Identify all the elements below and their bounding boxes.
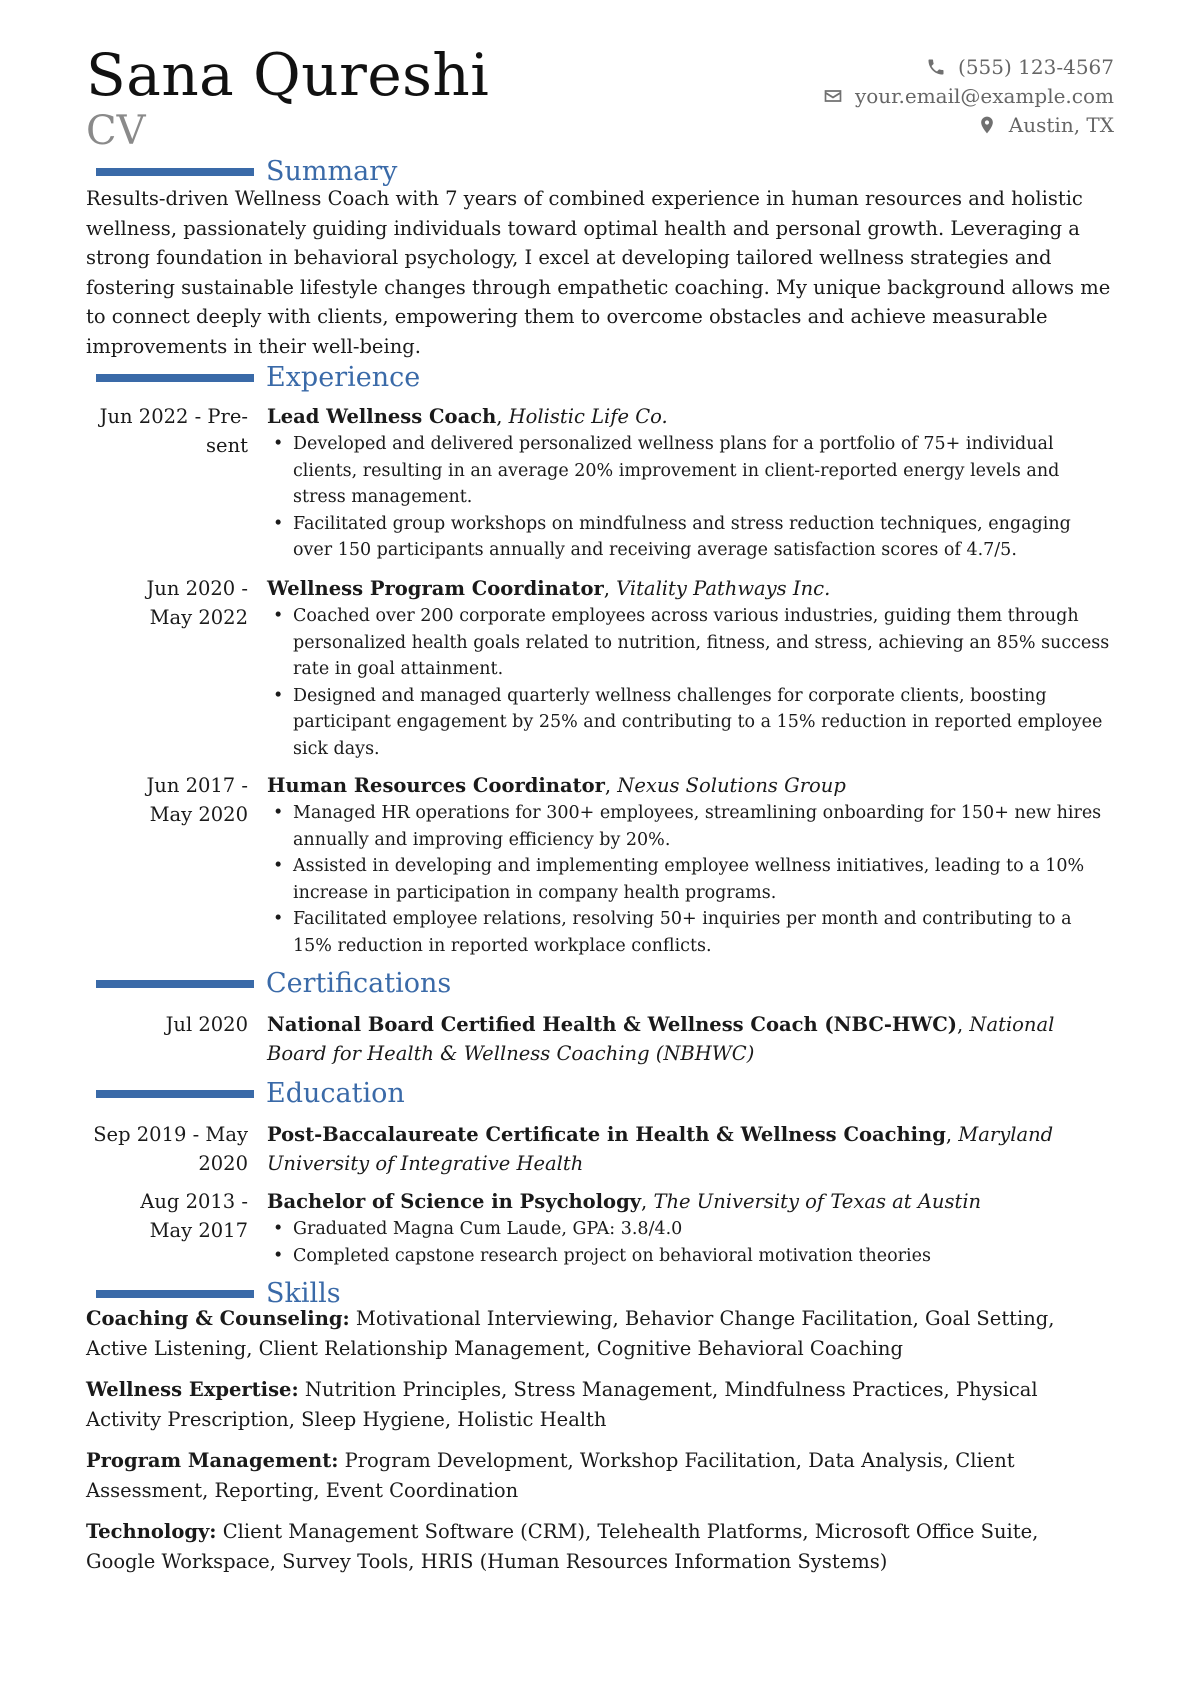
document-label: CV — [86, 108, 146, 154]
date-line: Sep 2019 - May — [93, 1123, 248, 1146]
section-bar — [96, 1290, 254, 1298]
bullet-item: • Graduated Magna Cum Laude, GPA: 3.8/4.0 — [267, 1216, 1112, 1243]
location-text: Austin, TX — [1008, 112, 1114, 137]
entry-headline: National Board Certified Health & Wellness Coach (NBC-HWC), National Board for Health & Wellness Coaching (NBHWC) — [267, 1013, 1055, 1065]
section-title-summary: Summary — [266, 156, 398, 187]
phone-text: (555) 123-4567 — [958, 54, 1114, 79]
envelope-icon — [823, 86, 843, 106]
bullet-list — [267, 1216, 1112, 1269]
bullet-list — [267, 431, 1112, 564]
date-line: Jun 2020 - — [146, 577, 248, 600]
date-line: Jun 2017 - — [146, 774, 248, 797]
issuer: National Board for Health & Wellness Coaching (NBHWC) — [267, 1013, 1055, 1065]
employer: Holistic Life Co. — [508, 405, 668, 428]
job-title: Lead Wellness Coach — [267, 405, 497, 428]
job-title: Human Resources Coordinator — [267, 774, 605, 797]
entry-headline: Bachelor of Science in Psychology, The University of Texas at Austin — [267, 1190, 982, 1213]
employer: Vitality Pathways Inc. — [616, 577, 831, 600]
date-line: Jun 2022 - Pre- — [99, 405, 248, 428]
skill-group-wellness — [86, 1375, 1112, 1434]
bullet-item: • Assisted in developing and implementing employee wellness initiatives, leading to a 10% increase in participation in company health programs. — [267, 853, 1112, 906]
section-certifications — [96, 968, 451, 1000]
section-bar — [96, 374, 254, 382]
summary-paragraph: Results-driven Wellness Coach with 7 years of combined experience in human resources and holistic wellness, passionately guiding individuals toward optimal health and personal growth. Leveraging a strong foundation in behavioral psychology, I excel at developing tailored wellness strategies and fostering sustainable lifestyle changes through empathetic coaching. My unique background allows me to connect deeply with clients, empowering them to overcome obstacles and achieve measurable improvements in their well-being. — [86, 187, 1111, 358]
section-bar — [96, 168, 254, 176]
section-education — [96, 1078, 405, 1110]
skill-items: Motivational Interviewing, Behavior Change Facilitation, Goal Setting, Active Listening, Client Relationship Management, Cognitive Behavioral Coaching — [86, 1307, 1055, 1360]
skill-group-technology — [86, 1517, 1112, 1576]
phone-icon — [926, 57, 946, 77]
entry-headline: Human Resources Coordinator, Nexus Solutions Group — [267, 774, 846, 797]
institution: The University of Texas at Austin — [653, 1190, 982, 1213]
entry-headline: Lead Wellness Coach, Holistic Life Co. — [267, 405, 668, 428]
section-title-education: Education — [266, 1078, 405, 1109]
degree-title: Bachelor of Science in Psychology — [267, 1190, 642, 1213]
date-line: 2020 — [198, 1152, 248, 1175]
section-title-certifications: Certifications — [266, 968, 452, 999]
certification-title: National Board Certified Health & Wellness Coach (NBC-HWC) — [267, 1013, 958, 1036]
map-pin-icon — [977, 115, 997, 135]
section-title-experience: Experience — [266, 362, 421, 393]
bullet-item: • Facilitated group workshops on mindfulness and stress reduction techniques, engaging over 150 participants annually and receiving average satisfaction scores of 4.7/5. — [267, 511, 1112, 564]
date-line: May 2022 — [149, 606, 248, 629]
entry-body — [267, 1187, 1112, 1269]
contact-email[interactable] — [823, 81, 1114, 110]
bullet-item: • Completed capstone research project on behavioral motivation theories — [267, 1243, 1112, 1270]
date-line: Aug 2013 - — [140, 1190, 248, 1213]
skill-items: Client Management Software (CRM), Telehealth Platforms, Microsoft Office Suite, Google Workspace, Survey Tools, HRIS (Human Resources Information Systems) — [86, 1520, 1039, 1573]
entry-date — [86, 402, 248, 460]
date-line: sent — [206, 434, 248, 457]
skill-group-coaching — [86, 1304, 1112, 1363]
entry-headline: Wellness Program Coordinator, Vitality Pathways Inc. — [267, 577, 831, 600]
date-line: May 2020 — [149, 803, 248, 826]
skill-items: Nutrition Principles, Stress Management, Mindfulness Practices, Physical Activity Prescription, Sleep Hygiene, Holistic Health — [86, 1378, 1038, 1431]
skill-items: Program Development, Workshop Facilitation, Data Analysis, Client Assessment, Reporting, Event Coordination — [86, 1449, 1015, 1502]
email-text: your.email@example.com — [854, 83, 1114, 108]
person-name: Sana Qureshi — [86, 41, 490, 109]
entry-headline: Post-Baccalaureate Certificate in Health & Wellness Coaching, Maryland University of Integrative Health — [267, 1123, 1054, 1175]
section-experience — [96, 362, 420, 394]
bullet-item: • Developed and delivered personalized wellness plans for a portfolio of 75+ individual clients, resulting in an average 20% improvement in client-reported energy levels and stress management. — [267, 431, 1112, 511]
skill-category: Technology: — [86, 1520, 217, 1543]
entry-date — [86, 1120, 248, 1178]
entry-body — [267, 771, 1112, 959]
skill-category: Coaching & Counseling: — [86, 1307, 350, 1330]
bullet-list — [267, 800, 1112, 959]
degree-title: Post-Baccalaureate Certificate in Health & Wellness Coaching — [267, 1123, 946, 1146]
entry-body — [267, 1010, 1112, 1068]
bullet-item: • Designed and managed quarterly wellness challenges for corporate clients, boosting participant engagement by 25% and contributing to a 15% reduction in reported employee sick days. — [267, 683, 1112, 763]
entry-date: Jul 2020 — [165, 1013, 248, 1036]
date-line: May 2017 — [149, 1219, 248, 1242]
section-title-skills: Skills — [266, 1278, 341, 1309]
section-bar — [96, 1090, 254, 1098]
entry-body — [267, 574, 1112, 762]
contact-block — [823, 52, 1114, 139]
bullet-item: • Facilitated employee relations, resolving 50+ inquiries per month and contributing to a 15% reduction in reported workplace conflicts. — [267, 906, 1112, 959]
bullet-item: • Coached over 200 corporate employees across various industries, guiding them through personalized health goals related to nutrition, fitness, and stress, achieving an 85% success rate in goal attainment. — [267, 603, 1112, 683]
skill-group-program-management — [86, 1446, 1112, 1505]
job-title: Wellness Program Coordinator — [267, 577, 604, 600]
contact-location — [823, 110, 1114, 139]
entry-body — [267, 1120, 1112, 1178]
section-bar — [96, 980, 254, 988]
employer: Nexus Solutions Group — [617, 774, 846, 797]
skill-category: Program Management: — [86, 1449, 339, 1472]
entry-date — [86, 771, 248, 829]
entry-date — [86, 1187, 248, 1245]
entry-body — [267, 402, 1112, 564]
bullet-list — [267, 603, 1112, 762]
bullet-item: • Managed HR operations for 300+ employees, streamlining onboarding for 150+ new hires annually and improving efficiency by 20%. — [267, 800, 1112, 853]
entry-date — [86, 574, 248, 632]
contact-phone[interactable] — [823, 52, 1114, 81]
skill-category: Wellness Expertise: — [86, 1378, 299, 1401]
institution: Maryland University of Integrative Health — [267, 1123, 1054, 1175]
